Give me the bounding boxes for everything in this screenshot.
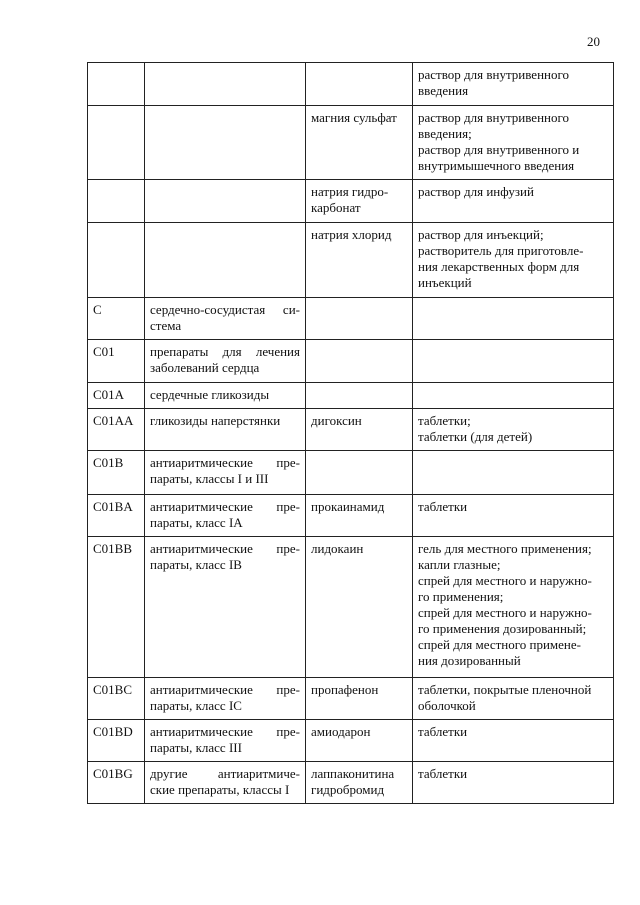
drug-name-cell	[306, 495, 413, 537]
anatomical-group-cell	[145, 537, 306, 678]
dosage-form-line: таблетки	[418, 724, 468, 739]
dosage-form-line: таблетки;	[418, 413, 471, 428]
atc-code-text: C01BB	[93, 541, 133, 556]
dosage-form-line: введения	[418, 83, 469, 98]
anatomical-group-cell	[145, 180, 306, 223]
anatomical-group-line: ские препараты, классы I	[150, 782, 290, 797]
atc-code-cell	[88, 409, 145, 451]
dosage-form-line: таблетки	[418, 766, 468, 781]
drug-name-line: натрия гидро-	[311, 184, 389, 199]
dosage-form-cell	[413, 298, 614, 340]
dosage-form-line: раствор для внутривенного	[418, 67, 569, 82]
anatomical-group-line: параты, класс IB	[150, 557, 242, 572]
dosage-form-line: раствор для внутривенного	[418, 110, 569, 125]
dosage-form-line: раствор для внутривенного и	[418, 142, 580, 157]
anatomical-group-line: антиаритмические пре-	[150, 455, 300, 470]
anatomical-group-cell	[145, 409, 306, 451]
table-row	[88, 451, 614, 495]
dosage-form-line: растворитель для приготовле-	[418, 243, 584, 258]
drug-name-cell	[306, 678, 413, 720]
atc-code-cell	[88, 180, 145, 223]
drug-name-cell	[306, 180, 413, 223]
atc-code-cell	[88, 678, 145, 720]
drug-name-cell	[306, 451, 413, 495]
anatomical-group-cell	[145, 298, 306, 340]
anatomical-group-cell	[145, 451, 306, 495]
table-row	[88, 340, 614, 383]
dosage-form-line: оболочкой	[418, 698, 476, 713]
drug-name-cell	[306, 720, 413, 762]
drug-name-cell	[306, 383, 413, 409]
anatomical-group-cell	[145, 678, 306, 720]
drug-name-line: дигоксин	[311, 413, 362, 428]
drug-name-cell	[306, 409, 413, 451]
page-number: 20	[587, 34, 600, 49]
anatomical-group-line: другие антиаритмиче-	[150, 766, 300, 781]
anatomical-group-line: гликозиды наперстянки	[150, 413, 281, 428]
dosage-form-line: спрей для местного примене-	[418, 637, 581, 652]
atc-code-text: C01BG	[93, 766, 133, 781]
dosage-form-line: таблетки (для детей)	[418, 429, 533, 444]
dosage-form-cell	[413, 762, 614, 804]
dosage-form-line: раствор для инфузий	[418, 184, 534, 199]
table-row	[88, 762, 614, 804]
anatomical-group-line: антиаритмические пре-	[150, 682, 300, 697]
dosage-form-line: внутримышечного введения	[418, 158, 575, 173]
table-row	[88, 409, 614, 451]
table-body	[88, 63, 614, 804]
dosage-form-line: гель для местного применения;	[418, 541, 592, 556]
atc-code-cell	[88, 298, 145, 340]
table-row	[88, 106, 614, 180]
anatomical-group-line: антиаритмические пре-	[150, 541, 300, 556]
dosage-form-cell	[413, 537, 614, 678]
anatomical-group-cell	[145, 720, 306, 762]
anatomical-group-line: сердечно-сосудистая си-	[150, 302, 300, 317]
drug-name-cell	[306, 63, 413, 106]
table-row	[88, 720, 614, 762]
atc-code-cell	[88, 451, 145, 495]
anatomical-group-line: сердечные гликозиды	[150, 387, 270, 402]
dosage-form-cell	[413, 340, 614, 383]
dosage-form-line: таблетки, покрытые пленочной	[418, 682, 592, 697]
dosage-form-line: ния дозированный	[418, 653, 521, 668]
anatomical-group-cell	[145, 340, 306, 383]
anatomical-group-line: параты, класс III	[150, 740, 242, 755]
dosage-form-cell	[413, 180, 614, 223]
atc-code-cell	[88, 720, 145, 762]
dosage-form-line: ния лекарственных форм для	[418, 259, 580, 274]
drug-name-line: карбонат	[311, 200, 361, 215]
dosage-form-cell	[413, 451, 614, 495]
table-row	[88, 63, 614, 106]
atc-code-text: C01BD	[93, 724, 133, 739]
anatomical-group-cell	[145, 383, 306, 409]
atc-code-cell	[88, 106, 145, 180]
anatomical-group-cell	[145, 762, 306, 804]
atc-code-cell	[88, 495, 145, 537]
dosage-form-cell	[413, 720, 614, 762]
dosage-form-cell	[413, 495, 614, 537]
anatomical-group-line: антиаритмические пре-	[150, 724, 300, 739]
drug-name-cell	[306, 106, 413, 180]
dosage-form-cell	[413, 223, 614, 298]
dosage-form-line: спрей для местного и наружно-	[418, 573, 592, 588]
dosage-form-line: введения;	[418, 126, 472, 141]
atc-code-cell	[88, 383, 145, 409]
drug-classification-table	[87, 62, 614, 804]
atc-code-cell	[88, 537, 145, 678]
atc-code-cell	[88, 762, 145, 804]
atc-code-text: C01B	[93, 455, 124, 470]
anatomical-group-line: стема	[150, 318, 182, 333]
atc-code-cell	[88, 63, 145, 106]
table-row	[88, 678, 614, 720]
anatomical-group-cell	[145, 63, 306, 106]
table-row	[88, 180, 614, 223]
drug-name-line: прокаинамид	[311, 499, 385, 514]
dosage-form-cell	[413, 383, 614, 409]
atc-code-text: C01BC	[93, 682, 133, 697]
atc-code-cell	[88, 223, 145, 298]
atc-code-cell	[88, 340, 145, 383]
atc-code-text: C	[93, 302, 102, 317]
anatomical-group-line: параты, классы I и III	[150, 471, 269, 486]
drug-name-cell	[306, 340, 413, 383]
dosage-form-cell	[413, 63, 614, 106]
drug-name-line: амиодарон	[311, 724, 371, 739]
anatomical-group-line: заболеваний сердца	[150, 360, 260, 375]
dosage-form-line: спрей для местного и наружно-	[418, 605, 592, 620]
anatomical-group-line: параты, класс IA	[150, 515, 243, 530]
table-row	[88, 298, 614, 340]
drug-name-cell	[306, 537, 413, 678]
dosage-form-line: раствор для инъекций;	[418, 227, 544, 242]
drug-name-line: лаппаконитина	[311, 766, 395, 781]
anatomical-group-line: параты, класс IC	[150, 698, 242, 713]
dosage-form-line: таблетки	[418, 499, 468, 514]
drug-name-line: магния сульфат	[311, 110, 397, 125]
anatomical-group-cell	[145, 106, 306, 180]
dosage-form-line: го применения дозированный;	[418, 621, 587, 636]
atc-code-text: C01A	[93, 387, 125, 402]
anatomical-group-line: антиаритмические пре-	[150, 499, 300, 514]
dosage-form-cell	[413, 106, 614, 180]
atc-code-text: C01BA	[93, 499, 133, 514]
drug-name-line: натрия хлорид	[311, 227, 392, 242]
anatomical-group-line: препараты для лечения	[150, 344, 300, 359]
drug-name-cell	[306, 762, 413, 804]
table-row	[88, 537, 614, 678]
table-row	[88, 223, 614, 298]
table-row	[88, 383, 614, 409]
drug-name-line: пропафенон	[311, 682, 379, 697]
anatomical-group-cell	[145, 223, 306, 298]
dosage-form-cell	[413, 409, 614, 451]
atc-code-text: C01	[93, 344, 115, 359]
dosage-form-line: капли глазные;	[418, 557, 501, 572]
drug-name-cell	[306, 223, 413, 298]
table-row	[88, 495, 614, 537]
anatomical-group-cell	[145, 495, 306, 537]
drug-name-line: гидробромид	[311, 782, 385, 797]
dosage-form-cell	[413, 678, 614, 720]
dosage-form-line: инъекций	[418, 275, 472, 290]
drug-name-cell	[306, 298, 413, 340]
dosage-form-line: го применения;	[418, 589, 504, 604]
drug-name-line: лидокаин	[311, 541, 364, 556]
atc-code-text: C01AA	[93, 413, 134, 428]
